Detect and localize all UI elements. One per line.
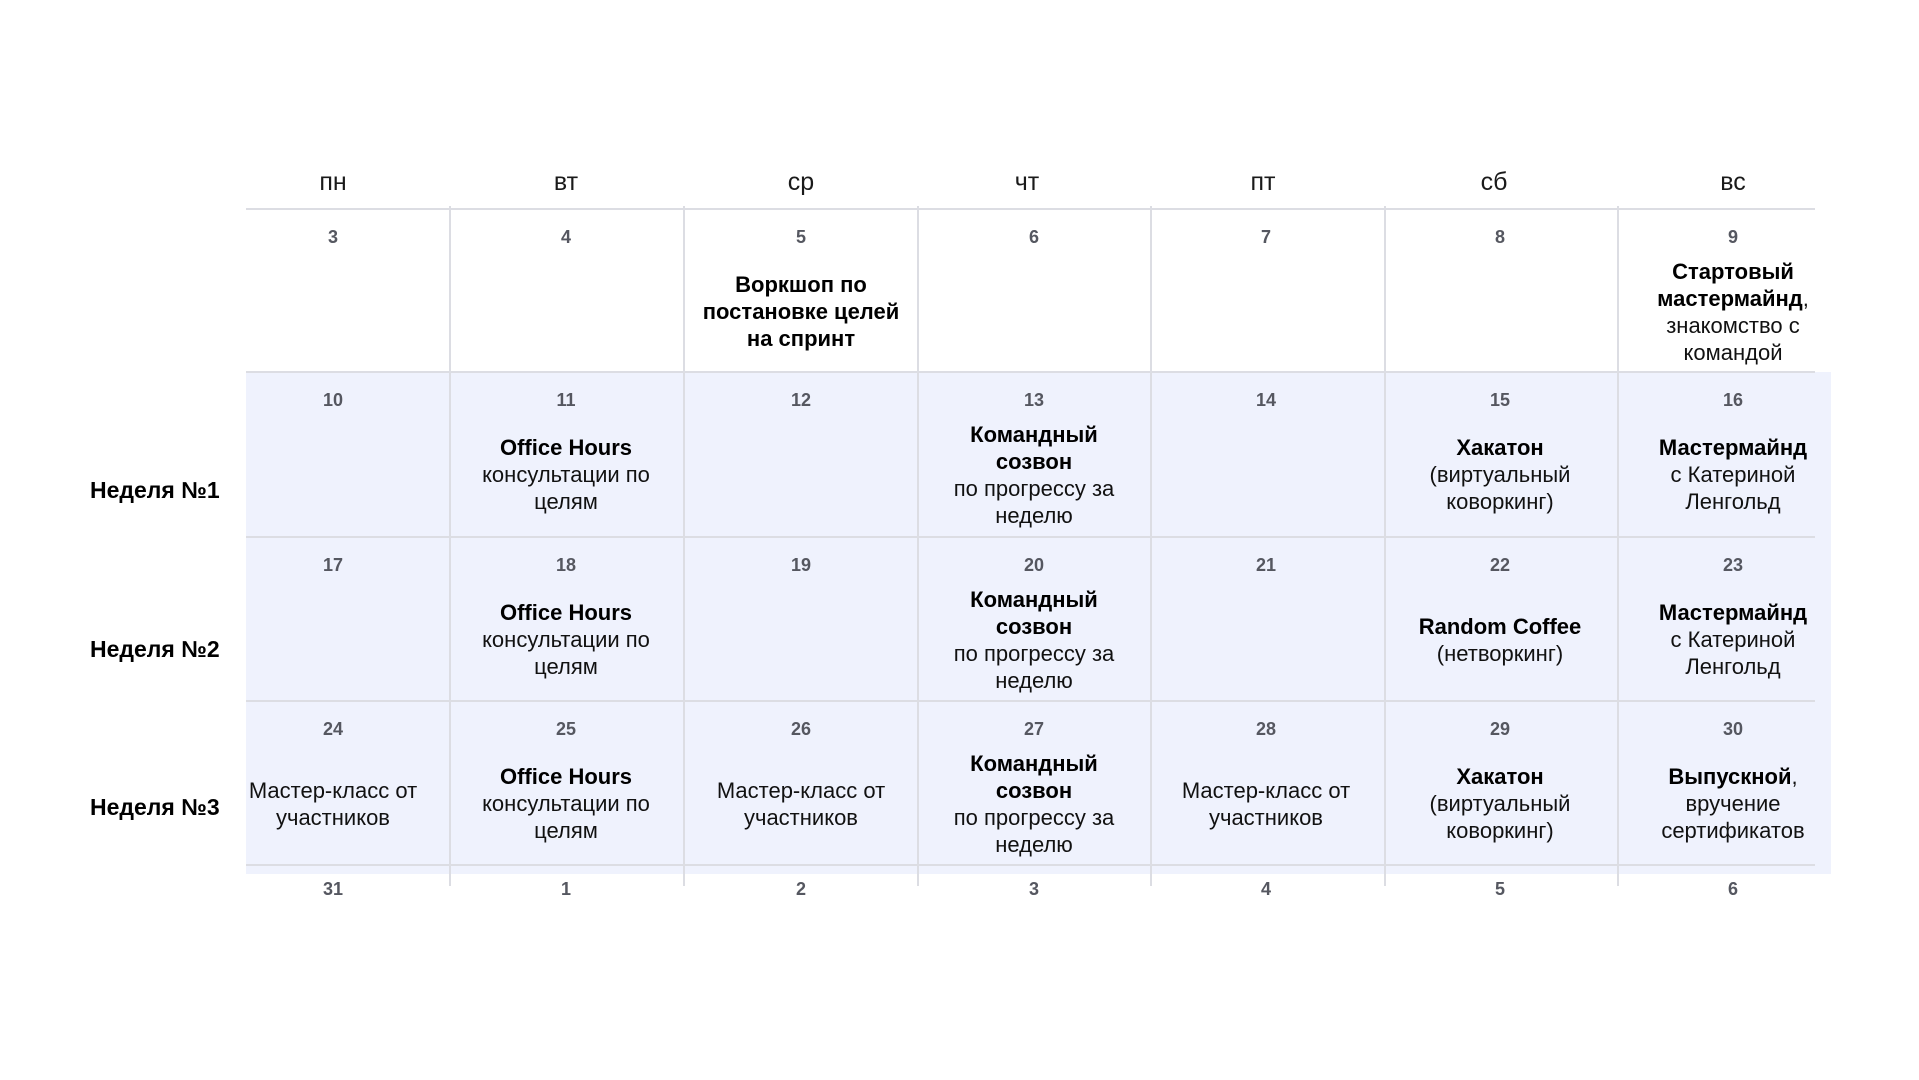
event-text bbox=[449, 582, 683, 697]
event-text bbox=[1149, 746, 1383, 861]
calendar-day-cell bbox=[1383, 537, 1617, 701]
day-number: 3 bbox=[1028, 879, 1039, 899]
calendar-day-cell bbox=[449, 209, 683, 373]
calendar-day-cell bbox=[1616, 209, 1850, 373]
event-text bbox=[1616, 417, 1850, 532]
event-title: Хакатон bbox=[1456, 435, 1544, 460]
event-title: Командный созвон bbox=[970, 750, 1098, 803]
week-label-3: Неделя №3 bbox=[90, 794, 220, 820]
event-title: Мастермайнд bbox=[1658, 600, 1808, 625]
day-number: 4 bbox=[1260, 879, 1271, 899]
day-number: 7 bbox=[1260, 227, 1271, 247]
week-label-1: Неделя №1 bbox=[90, 477, 220, 503]
day-number: 11 bbox=[556, 390, 576, 410]
event-title: Office Hours bbox=[499, 600, 633, 625]
day-number: 13 bbox=[1023, 390, 1045, 410]
day-number: 5 bbox=[795, 227, 806, 247]
event-title: Мастермайнд bbox=[1658, 435, 1808, 460]
event-text bbox=[917, 417, 1151, 532]
next-week-row-clipped bbox=[0, 873, 1919, 899]
calendar-day-cell bbox=[449, 537, 683, 701]
calendar-day-cell bbox=[1383, 701, 1617, 865]
calendar-day-cell bbox=[1149, 372, 1383, 536]
calendar-day-cell bbox=[1149, 701, 1383, 865]
event-description: (виртуальный коворкинг) bbox=[1429, 462, 1571, 514]
calendar-day-cell bbox=[216, 209, 450, 373]
day-number: 31 bbox=[322, 879, 344, 899]
calendar-day-cell bbox=[1149, 209, 1383, 373]
day-number: 6 bbox=[1727, 879, 1738, 899]
day-number: 10 bbox=[322, 390, 344, 410]
event-text bbox=[917, 746, 1151, 861]
day-number: 28 bbox=[1255, 719, 1277, 739]
event-description: по прогрессу за неделю bbox=[953, 475, 1115, 528]
day-header-thu: чт bbox=[1014, 168, 1040, 196]
event-description: консультации по целям bbox=[482, 791, 650, 843]
event-title: Random Coffee bbox=[1418, 613, 1582, 639]
day-header-sun: вс bbox=[1720, 168, 1746, 196]
day-number: 12 bbox=[790, 390, 812, 410]
calendar-day-cell bbox=[1383, 372, 1617, 536]
day-number: 30 bbox=[1722, 719, 1744, 739]
event-title: Office Hours bbox=[499, 764, 633, 789]
day-number: 3 bbox=[327, 227, 338, 247]
event-description: (нетворкинг) bbox=[1436, 640, 1564, 666]
event-title: Командный созвон bbox=[970, 421, 1098, 474]
day-number: 24 bbox=[322, 719, 344, 739]
event-title: Выпускной bbox=[1668, 764, 1792, 789]
day-number: 2 bbox=[795, 879, 806, 899]
calendar-day-cell bbox=[917, 537, 1151, 701]
event-description: с Катериной Ленгольд bbox=[1670, 462, 1796, 514]
calendar-day-cell bbox=[216, 372, 450, 536]
calendar-day-cell bbox=[917, 372, 1151, 536]
event-description: Мастер-класс от участников bbox=[716, 777, 886, 830]
day-number: 20 bbox=[1023, 555, 1045, 575]
event-description: по прогрессу за неделю bbox=[953, 804, 1115, 857]
event-description: Мастер-класс от участников bbox=[1181, 777, 1351, 830]
calendar-day-cell bbox=[684, 701, 918, 865]
event-description: консультации по целям bbox=[482, 627, 650, 679]
event-title: Командный созвон bbox=[970, 586, 1098, 639]
event-description: , вручение сертификатов bbox=[1661, 764, 1805, 843]
calendar-day-cell bbox=[216, 701, 450, 865]
event-description: , знакомство с командой bbox=[1666, 285, 1809, 365]
day-number: 15 bbox=[1489, 390, 1511, 410]
day-number: 14 bbox=[1255, 390, 1277, 410]
event-title: Воркшоп по постановке целей на спринт bbox=[702, 272, 900, 351]
day-number: 19 bbox=[790, 555, 812, 575]
event-text bbox=[1383, 746, 1617, 861]
event-text bbox=[216, 746, 450, 861]
day-header-wed: ср bbox=[787, 168, 815, 196]
day-number: 17 bbox=[322, 555, 344, 575]
event-description: консультации по целям bbox=[482, 462, 650, 514]
day-number: 25 bbox=[555, 719, 577, 739]
calendar-day-cell bbox=[1616, 701, 1850, 865]
event-text bbox=[684, 746, 918, 861]
event-description: с Катериной Ленгольд bbox=[1670, 627, 1796, 679]
day-number: 4 bbox=[560, 227, 571, 247]
day-number: 26 bbox=[790, 719, 812, 739]
day-number: 6 bbox=[1028, 227, 1039, 247]
calendar-day-cell bbox=[917, 701, 1151, 865]
event-text bbox=[1616, 582, 1850, 697]
day-number: 22 bbox=[1489, 555, 1511, 575]
calendar-day-cell bbox=[684, 209, 918, 373]
calendar-day-cell bbox=[917, 209, 1151, 373]
event-text bbox=[684, 254, 918, 369]
day-header-sat: сб bbox=[1480, 168, 1508, 196]
event-title: Хакатон bbox=[1456, 764, 1544, 789]
day-number: 8 bbox=[1494, 227, 1505, 247]
event-text bbox=[917, 582, 1151, 697]
day-header-mon: пн bbox=[319, 168, 347, 196]
calendar-day-cell bbox=[449, 701, 683, 865]
day-number: 21 bbox=[1255, 555, 1277, 575]
event-text bbox=[449, 417, 683, 532]
event-description: по прогрессу за неделю bbox=[953, 640, 1115, 693]
day-header-fri: пт bbox=[1250, 168, 1276, 196]
event-text bbox=[1616, 746, 1850, 861]
calendar-day-cell bbox=[449, 372, 683, 536]
day-number: 1 bbox=[560, 879, 571, 899]
calendar-day-cell bbox=[1616, 537, 1850, 701]
calendar-day-cell bbox=[1149, 537, 1383, 701]
event-text bbox=[1383, 582, 1617, 697]
day-number: 29 bbox=[1489, 719, 1511, 739]
calendar-day-cell bbox=[1616, 372, 1850, 536]
day-number: 27 bbox=[1023, 719, 1045, 739]
day-number: 16 bbox=[1722, 390, 1744, 410]
event-title: Office Hours bbox=[499, 435, 633, 460]
event-text bbox=[1383, 417, 1617, 532]
event-text bbox=[1616, 254, 1850, 369]
calendar-day-cell bbox=[216, 537, 450, 701]
day-number: 9 bbox=[1727, 227, 1738, 247]
event-title: Стартовый мастермайнд bbox=[1657, 258, 1803, 311]
day-number: 23 bbox=[1722, 555, 1744, 575]
day-header-tue: вт bbox=[553, 168, 579, 196]
event-description: Мастер-класс от участников bbox=[248, 777, 418, 830]
day-number: 5 bbox=[1494, 879, 1505, 899]
calendar-day-cell bbox=[684, 537, 918, 701]
event-description: (виртуальный коворкинг) bbox=[1429, 791, 1571, 843]
event-text bbox=[449, 746, 683, 861]
day-number: 18 bbox=[555, 555, 577, 575]
week-label-2: Неделя №2 bbox=[90, 636, 220, 662]
calendar-day-cell bbox=[1383, 209, 1617, 373]
calendar-day-cell bbox=[684, 372, 918, 536]
